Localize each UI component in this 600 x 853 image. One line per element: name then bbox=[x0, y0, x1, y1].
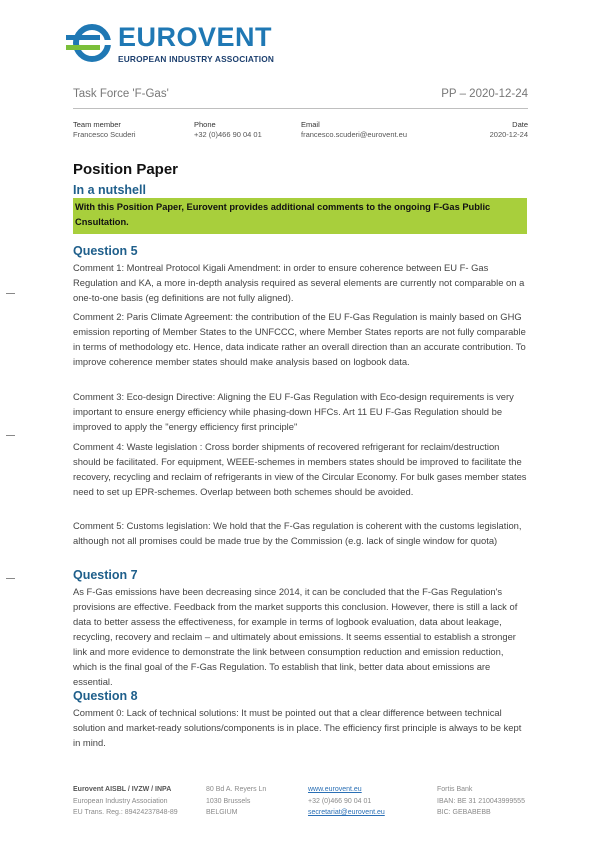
margin-mark bbox=[6, 293, 15, 294]
email-label: Email bbox=[301, 120, 320, 129]
footer-contact bbox=[308, 784, 385, 819]
eurovent-logo-icon bbox=[64, 23, 116, 63]
footer-phone: +32 (0)466 90 04 01 bbox=[308, 797, 372, 805]
question-7-heading: Question 7 bbox=[73, 568, 138, 582]
margin-mark bbox=[6, 435, 15, 436]
footer-address-1: 80 Bd A. Reyers Ln bbox=[206, 786, 267, 793]
footer-bic: BIC: GEBABEBB bbox=[437, 809, 491, 816]
phone-value: +32 (0)466 90 04 01 bbox=[194, 130, 262, 139]
brand-name: EUROVENT bbox=[118, 22, 273, 52]
margin-mark bbox=[6, 578, 15, 579]
footer-bank bbox=[437, 784, 525, 819]
footer-website-link[interactable]: www.eurovent.eu bbox=[308, 786, 362, 793]
question-5-comment-4: Comment 4: Waste legislation : Cross border shipments of recovered refrigerant for reclaim/destruction should be facilitated. For equipment, WEEE-schemes in members states should be improved to facilitate the recovery, recycling and reclaim of refrigerants in view of the Circular Economy. For bulk gases member states need to set up EPR-schemes. Overlap between both schemes should be avoided. bbox=[73, 441, 527, 497]
footer-address bbox=[206, 784, 266, 819]
email-value[interactable]: francesco.scuderi@eurovent.eu bbox=[301, 130, 408, 139]
date-label: Date bbox=[512, 120, 528, 129]
page-title: Position Paper bbox=[73, 161, 179, 178]
footer-org-line3: EU Trans. Reg.: 89424237848-89 bbox=[73, 809, 178, 816]
footer-org-name: Eurovent AISBL / IVZW / INPA bbox=[73, 786, 172, 793]
footer-iban: IBAN: BE 31 210043999555 bbox=[437, 797, 525, 805]
footer-organization bbox=[73, 784, 178, 819]
question-5-comment-2: Comment 2: Paris Climate Agreement: the contribution of the EU F-Gas Regulation is mainly based on GHG emission reporting of Member States to the UNFCCC, where Member States reports are not fully comparable in terms of methodology etc. Hence, data indicate rather an overall direction than an accurate contribution. To improve coherence member states should make analysis based on logbook data. bbox=[73, 311, 526, 367]
question-5-comment-1: Comment 1: Montreal Protocol Kigali Amendment: in order to ensure coherence between EU F- Gas Regulation and KA, a more in-depth analysis required as several elements are currently not comparable on a one-to-one basis (eg definitions are not fully aligned). bbox=[73, 262, 525, 303]
nutshell-heading: In a nutshell bbox=[73, 183, 146, 197]
phone-label: Phone bbox=[194, 120, 216, 129]
question-5-comment-3: Comment 3: Eco-design Directive: Aligning the EU F-Gas Regulation with Eco-design requirements is very important to ensure energy efficiency while phasing-down HFCs. Art 11 EU F-Gas Regulation should be improved to apply the "energy efficiency first principle" bbox=[73, 391, 514, 432]
document-reference: PP – 2020-12-24 bbox=[441, 88, 528, 100]
footer-secretariat-link[interactable]: secretariat@eurovent.eu bbox=[308, 809, 385, 816]
task-force-label: Task Force 'F-Gas' bbox=[73, 88, 169, 100]
date-value: 2020-12-24 bbox=[489, 130, 528, 139]
question-8-text: Comment 0: Lack of technical solutions: It must be pointed out that a clear difference between technical solution and market-ready solutions/components is in place. The efficiency first principle is always to be kept in mind. bbox=[73, 707, 522, 748]
footer-bank-name: Fortis Bank bbox=[437, 786, 473, 793]
question-5-comment-5: Comment 5: Customs legislation: We hold that the F-Gas regulation is coherent with the customs legislation, although not all promises could be made true by the Commission (e.g. lack of single window for quota) bbox=[73, 520, 522, 546]
question-7-text: As F-Gas emissions have been decreasing since 2014, it can be concluded that the F-Gas Regulation's provisions are effective. Feedback from the market supports this conclusion. However, there is still a lack of data to better assess the effectiveness, for example in terms of logbook evaluation, data about leakage, recycling, recovery and reclaim – and ultimately about emissions. It seems essential to establish a stronger link and more evidence to demonstrate the link between consumption reduction and emission reduction, which is the final goal of the F-Gas Regulation. To establish that link, better data about emissions are essential. bbox=[73, 586, 518, 687]
nutshell-text: With this Position Paper, Eurovent provides additional comments to the ongoing F-Gas Public Cnsultation. bbox=[75, 202, 491, 227]
footer-address-3: BELGIUM bbox=[206, 809, 238, 816]
header-divider bbox=[73, 108, 528, 109]
brand-subtitle: EUROPEAN INDUSTRY ASSOCIATION bbox=[118, 54, 275, 64]
question-5-heading: Question 5 bbox=[73, 244, 138, 258]
team-member-value: Francesco Scuderi bbox=[73, 130, 136, 139]
question-8-heading: Question 8 bbox=[73, 689, 138, 703]
footer-address-2: 1030 Brussels bbox=[206, 797, 251, 805]
team-member-label: Team member bbox=[73, 120, 121, 129]
footer-org-line2: European Industry Association bbox=[73, 797, 168, 805]
